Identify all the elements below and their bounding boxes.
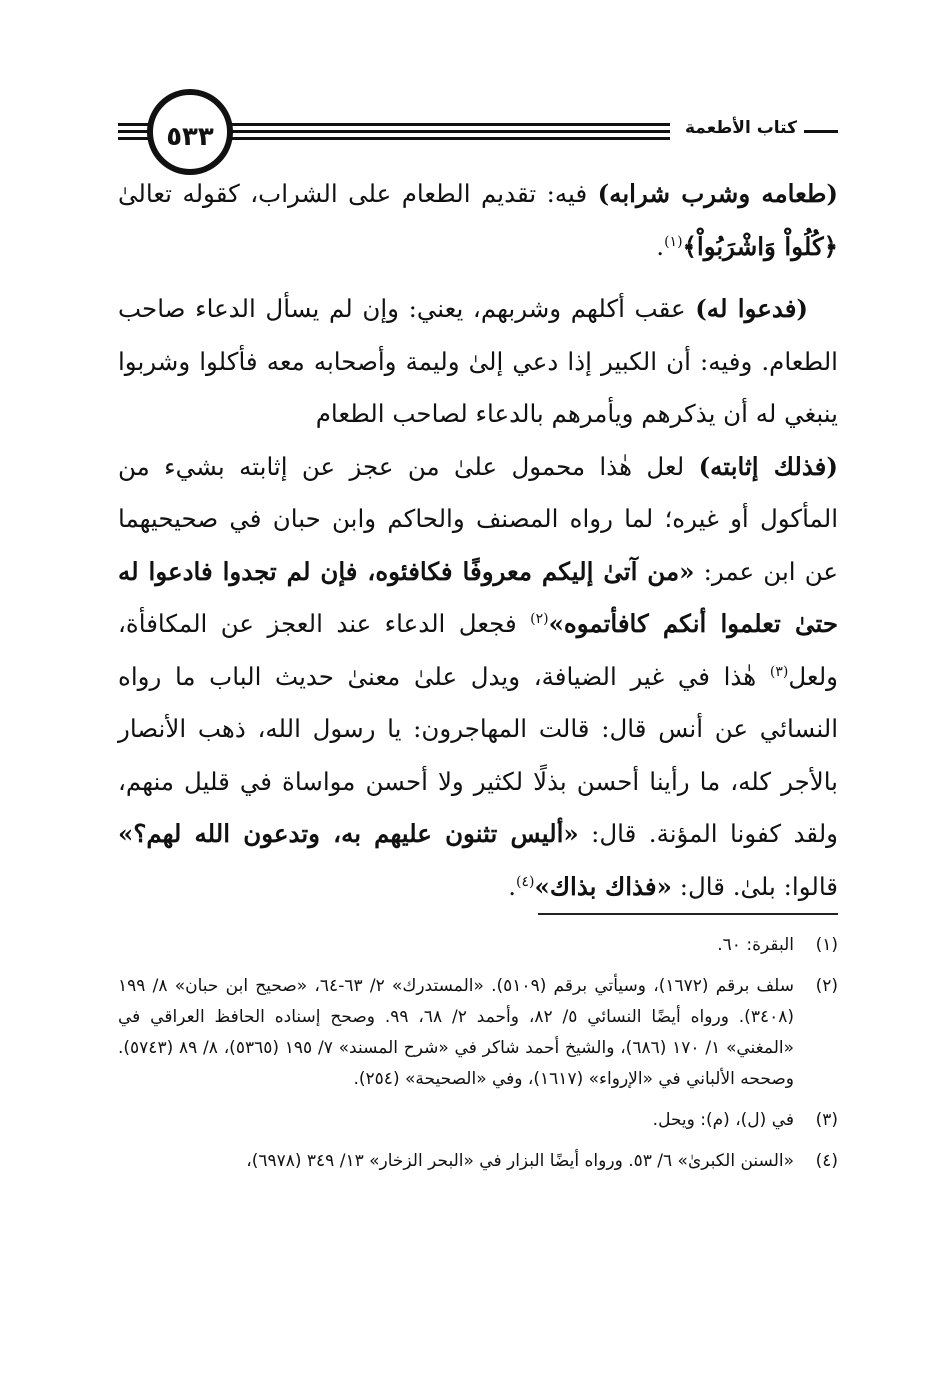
punctuation: . bbox=[656, 231, 665, 261]
footnote-number: (١) bbox=[815, 935, 838, 955]
footnote-text: «السنن الكبرىٰ» ٦/ ٥٣. ورواه أيضًا البزار في «البحر الزخار» ١٣/ ٣٤٩ (٦٩٧٨)، bbox=[246, 1151, 794, 1171]
footnote-ref-1[interactable]: (١) bbox=[664, 233, 683, 250]
footnote-ref-2[interactable]: (٢) bbox=[530, 610, 549, 627]
page-number: ٥٣٣ bbox=[166, 122, 214, 152]
quoted-phrase: (فذلك إثابته) bbox=[698, 451, 838, 481]
footnote-separator bbox=[538, 913, 838, 915]
paragraph-1 bbox=[118, 168, 838, 273]
footnote-ref-4[interactable]: (٤) bbox=[516, 873, 535, 890]
hadith-quote: «من آتىٰ إليكم معروفًا فكافئوه، فإن لم تجدوا فادعوا له حتىٰ تعلموا أنكم كافأتموه» bbox=[118, 556, 838, 638]
commentary-text: فيه: تقديم الطعام على الشراب، كقوله تعالىٰ bbox=[118, 179, 598, 208]
commentary-text: قالوا: بلىٰ. قال: bbox=[671, 871, 838, 901]
paragraph-2 bbox=[118, 283, 838, 441]
footnote bbox=[118, 1146, 838, 1177]
commentary-text: لعل هٰذا محمول علىٰ من عجز عن إثابته بشيء من المأكول أو غيره؛ لما رواه المصنف والحاكم وابن حبان في صحيحيهما عن ابن عمر: bbox=[118, 451, 839, 586]
footnotes bbox=[118, 930, 838, 1187]
commentary-text: فجعل الدعاء عند العجز عن المكافأة، ولعل bbox=[118, 609, 838, 691]
footnote bbox=[118, 930, 838, 961]
header-rule bbox=[0, 0, 947, 190]
footnote-number: (٣) bbox=[815, 1110, 838, 1130]
quran-verse: ﴿كُلُواْ وَاشْرَبُواْ﴾ bbox=[682, 231, 838, 261]
quoted-phrase: (فدعوا له) bbox=[695, 294, 809, 323]
hadith-quote: «أليس تثنون عليهم به، وتدعون الله لهم؟» bbox=[118, 819, 579, 848]
commentary-text: عقب أكلهم وشربهم، يعني: وإن لم يسأل الدعاء صاحب الطعام. وفيه: أن الكبير إذا دعي إلىٰ وليمة وأصحابه معه فأكلوا وشربوا ينبغي له أن يذكرهم ويأمرهم بالدعاء لصاحب الطعام bbox=[118, 294, 838, 428]
running-head-title: كتاب الأطعمة bbox=[684, 118, 797, 138]
footnote-ref-3[interactable]: (٣) bbox=[769, 663, 789, 680]
main-text bbox=[118, 168, 838, 913]
footnote-number: (٤) bbox=[815, 1151, 838, 1171]
page-header bbox=[0, 0, 947, 170]
footnote-text: سلف برقم (١٦٧٢)، وسيأتي برقم (٥١٠٩). «المستدرك» ٢/ ٦٣-٦٤، «صحيح ابن حبان» ٨/ ١٩٩ (٣٤٠٨). ورواه أيضًا النسائي ٥/ ٨٢، وأحمد ٢/ ٦٨، ٩٩. وصحح إسناده الحافظ العراقي في «المغني» ١/ ١٧٠ (٦٨٦)، والشيخ أحمد شاكر في «شرح المسند» ٧/ ١٩٥ (٥٣٦٥)، ٨/ ٨٩ (٥٧٤٣). وصححه الألباني في «الإرواء» (١٦١٧)، وفي «الصحيحة» (٢٥٤). bbox=[118, 976, 795, 1089]
footnote bbox=[118, 1105, 838, 1136]
paragraph-3 bbox=[118, 441, 838, 914]
hadith-quote: «فذاك بذاك» bbox=[534, 871, 672, 901]
footnote-number: (٢) bbox=[815, 976, 838, 996]
punctuation: . bbox=[508, 871, 517, 901]
commentary-text: هٰذا في غير الضيافة، ويدل علىٰ معنىٰ حديث الباب ما رواه النسائي عن أنس قال: قالت المهاجرون: يا رسول الله، ذهب الأنصار بالأجر كله، ما رأينا أحسن بذلًا لكثير ولا أحسن مواساة في قليل منهم، ولقد كفونا المؤنة. قال: bbox=[118, 661, 838, 848]
footnote-text: البقرة: ٦٠. bbox=[717, 935, 794, 955]
footnote bbox=[118, 971, 838, 1095]
footnote-text: في (ل)، (م): ويحل. bbox=[652, 1110, 794, 1130]
quoted-phrase: (طعامه وشرب شرابه) bbox=[597, 179, 838, 208]
